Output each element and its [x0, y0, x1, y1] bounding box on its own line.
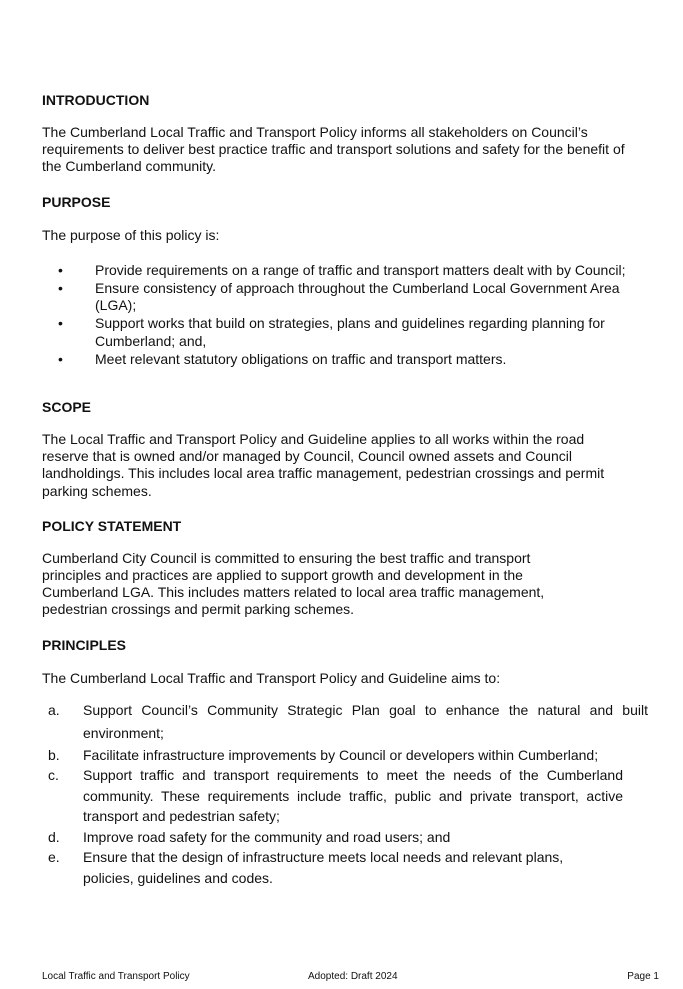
list-item [42, 315, 662, 349]
list-marker: b. [48, 746, 60, 763]
document-body [42, 92, 662, 888]
list-item [42, 765, 623, 827]
list-item [42, 351, 662, 368]
list-item [42, 745, 662, 766]
purpose-list [42, 262, 662, 368]
list-item-text: Provide requirements on a range of traffic and transport matters dealt with by Council; [95, 261, 626, 278]
list-item [42, 847, 603, 888]
scope-heading: SCOPE [42, 399, 92, 416]
bullet-marker: • [58, 315, 63, 332]
list-item [42, 827, 662, 848]
list-item-text: Ensure consistency of approach throughout the Cumberland Local Government Area (LGA); [95, 280, 620, 314]
purpose-intro: The purpose of this policy is: [42, 226, 220, 243]
list-marker: a. [48, 701, 60, 718]
list-item-text: Support works that build on strategies, plans and guidelines regarding planning for Cumberland; and, [95, 315, 605, 349]
list-item-text: Ensure that the design of infrastructure meets local needs and relevant plans, policies, guidelines and codes. [83, 849, 564, 886]
list-item-text: Meet relevant statutory obligations on traffic and transport matters. [95, 350, 507, 367]
list-item [42, 699, 648, 745]
introduction-text: The Cumberland Local Traffic and Transport Policy informs all stakeholders on Council’s requirements to deliver best practice traffic and transport solutions and safety for the benefit of the Cumberland community. [42, 124, 625, 175]
bullet-marker: • [58, 350, 63, 367]
list-item [42, 280, 662, 314]
introduction-heading: INTRODUCTION [42, 92, 150, 108]
footer-page-number: Page 1 [627, 971, 659, 982]
purpose-heading: PURPOSE [42, 193, 111, 210]
list-marker: c. [48, 767, 59, 784]
principles-heading: PRINCIPLES [42, 636, 127, 653]
list-marker: d. [48, 828, 60, 845]
principles-list [42, 699, 662, 889]
policy-statement-text: Cumberland City Council is committed to ensuring the best traffic and transport principles and practices are applied to support growth and development in the Cumberland LGA. This includes matters related to local area traffic management, pedestrian crossings and permit parking schemes. [42, 549, 545, 618]
footer-title: Local Traffic and Transport Policy [42, 971, 190, 982]
list-marker: e. [48, 849, 60, 866]
principles-intro: The Cumberland Local Traffic and Transport Policy and Guideline aims to: [42, 669, 501, 686]
list-item-text: Improve road safety for the community and road users; and [83, 828, 451, 845]
footer-adopted: Adopted: Draft 2024 [308, 971, 398, 982]
scope-text: The Local Traffic and Transport Policy and Guideline applies to all works within the road reserve that is owned and/or managed by Council, Council owned assets and Council landholdings. This includes local area traffic management, pedestrian crossings and permit parking schemes. [42, 431, 605, 499]
list-item-text: Support Council’s Community Strategic Plan goal to enhance the natural and built environment; [83, 701, 648, 741]
list-item-text: Facilitate infrastructure improvements by Council or developers within Cumberland; [83, 746, 599, 763]
policy-statement-heading: POLICY STATEMENT [42, 517, 182, 534]
bullet-marker: • [58, 280, 63, 297]
list-item [42, 262, 662, 279]
list-item-text: Support traffic and transport requirements to meet the needs of the Cumberland community. These requirements include traffic, public and private transport, active transport and pedestrian safety; [83, 767, 623, 825]
bullet-marker: • [58, 261, 63, 278]
